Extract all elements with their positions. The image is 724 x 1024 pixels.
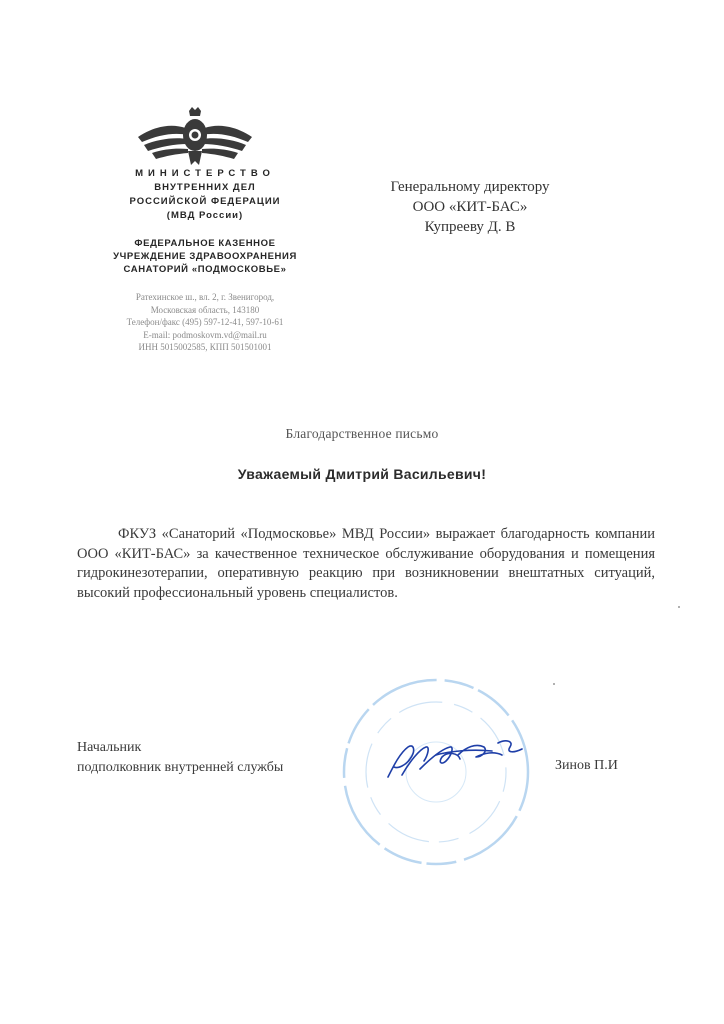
addressee-line: ООО «КИТ-БАС» [412,199,528,215]
contacts-block [88,291,322,354]
letter-subject: Благодарственное письмо [285,426,439,441]
addressee-block [340,177,600,237]
letter-body: ФКУЗ «Санаторий «Подмосковье» МВД России» выражает благодарность компании ООО «КИТ-БАС» за качественное техническое обслуживание оборудования и помещения гидрокинезотерапии, оперативную реакцию при возникновении внештатных ситуаций, высокий профессиональный уровень специалистов. [77,526,655,601]
address-line: Ратехинское ш., вл. 2, г. Звенигород, [135,292,275,302]
inn-line: ИНН 5015002585, КПП 501501001 [138,342,272,352]
institution-line: УЧРЕЖДЕНИЕ ЗДРАВООХРАНЕНИЯ [113,251,297,262]
signatory-rank: подполковник внутренней службы [77,760,284,775]
handwritten-signature-icon [380,725,530,785]
ministry-line: (МВД России) [166,210,244,221]
institution-header [88,237,322,276]
institution-line: САНАТОРИЙ «ПОДМОСКОВЬЕ» [123,264,287,275]
addressee-line: Генеральному директору [390,179,550,195]
ministry-header [88,167,322,223]
eagle-emblem-icon [136,107,254,169]
scan-speck [553,683,555,685]
signatory-name: Зинов П.И [555,758,618,773]
ministry-line: МИНИСТЕРСТВО [135,168,275,179]
ministry-line: ВНУТРЕННИХ ДЕЛ [154,182,256,193]
scan-speck [678,606,680,608]
institution-line: ФЕДЕРАЛЬНОЕ КАЗЕННОЕ [134,238,276,249]
signatory-position: Начальник [77,740,142,755]
signatory-title [77,738,283,778]
email-line: E-mail: podmoskovm.vd@mail.ru [143,329,267,340]
ministry-line: РОССИЙСКОЙ ФЕДЕРАЦИИ [129,196,281,207]
phone-line: Телефон/факс (495) 597-12-41, 597-10-61 [126,317,284,327]
addressee-line: Купрееву Д. В [424,219,516,235]
address-line: Московская область, 143180 [150,304,260,315]
letter-greeting: Уважаемый Дмитрий Васильевич! [237,466,487,482]
